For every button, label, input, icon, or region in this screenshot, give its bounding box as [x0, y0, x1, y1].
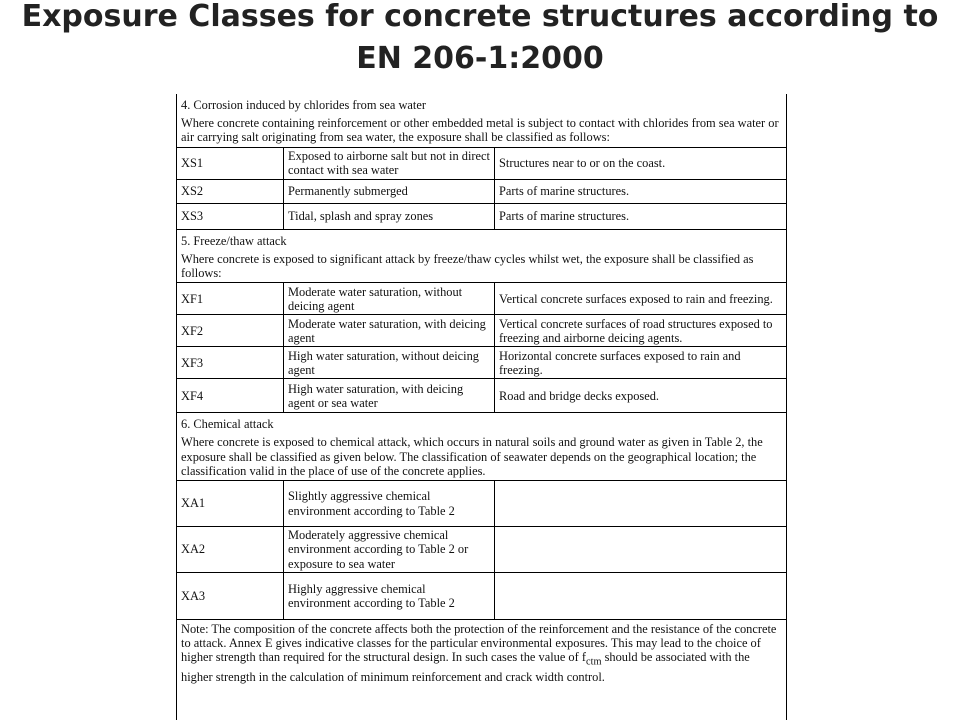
section-heading: 6. Chemical attack — [181, 417, 274, 432]
class-cell: XF2 — [177, 315, 284, 347]
class-cell: XF4 — [177, 379, 284, 413]
example-cell: Structures near to or on the coast. — [495, 147, 787, 179]
example-cell — [495, 527, 787, 573]
class-cell: XA2 — [177, 527, 284, 573]
environment-cell: Slightly aggressive chemical environment according to Table 2 — [284, 481, 495, 527]
class-cell: XA3 — [177, 573, 284, 619]
table-row — [177, 203, 786, 229]
table-row — [177, 573, 786, 619]
example-cell: Parts of marine structures. — [495, 179, 787, 203]
example-cell — [495, 481, 787, 527]
slide-title-line-2: EN 206-1:2000 — [356, 41, 604, 76]
class-cell: XF1 — [177, 283, 284, 315]
table-row — [177, 283, 786, 315]
section-chlorides-sea-water — [177, 94, 786, 230]
table-row — [177, 179, 786, 203]
note-subscript: ctm — [585, 656, 602, 668]
class-cell: XS1 — [177, 147, 284, 179]
environment-cell: Permanently submerged — [284, 179, 495, 203]
environment-cell: Tidal, splash and spray zones — [284, 203, 495, 229]
example-cell: Vertical concrete surfaces exposed to rain and freezing. — [495, 283, 787, 315]
class-cell: XS2 — [177, 179, 284, 203]
environment-cell: Moderate water saturation, with deicing agent — [284, 315, 495, 347]
section-intro: Where concrete containing reinforcement or other embedded metal is subject to contact with chlorides from sea water or air carrying salt originating from sea water, the exposure shall be classified as follows: — [181, 116, 779, 145]
environment-cell: Moderate water saturation, without deicing agent — [284, 283, 495, 315]
example-cell: Road and bridge decks exposed. — [495, 379, 787, 413]
exposure-table — [177, 282, 786, 413]
slide-title — [0, 0, 960, 80]
section-intro: Where concrete is exposed to significant attack by freeze/thaw cycles whilst wet, the exposure shall be classified as follows: — [181, 251, 754, 281]
class-cell: XA1 — [177, 481, 284, 527]
table-row — [177, 147, 786, 179]
environment-cell: Moderately aggressive chemical environment according to Table 2 or exposure to sea water — [284, 527, 495, 573]
exposure-table — [177, 480, 786, 619]
note-text-before: Note: The composition of the concrete affects both the protection of the reinforcement and the resistance of the concrete to attack. Annex E gives indicative classes for the particular environmental exposures. This may lead to the choice of higher strength than required for the structural design. In such cases the value of f — [181, 621, 777, 664]
exposure-table — [177, 147, 786, 230]
note-text — [177, 619, 786, 686]
note-text-after: should be associated with the higher strength in the calculation of minimum reinforcement and crack width control. — [181, 649, 750, 684]
environment-cell: Highly aggressive chemical environment according to Table 2 — [284, 573, 495, 619]
class-cell: XS3 — [177, 203, 284, 229]
example-cell: Horizontal concrete surfaces exposed to rain and freezing. — [495, 347, 787, 379]
class-cell: XF3 — [177, 347, 284, 379]
table-row — [177, 315, 786, 347]
section-intro: Where concrete is exposed to chemical attack, which occurs in natural soils and ground water as given in Table 2, the exposure shall be classified as given below. The classification of seawater depends on the geographical location; the classification valid in the place of use of the concrete applies. — [181, 435, 763, 478]
table-row — [177, 347, 786, 379]
example-cell: Vertical concrete surfaces of road structures exposed to freezing and airborne deicing agents. — [495, 315, 787, 347]
table-row — [177, 379, 786, 413]
environment-cell: High water saturation, with deicing agent or sea water — [284, 379, 495, 413]
section-chemical-attack — [177, 413, 786, 618]
exposure-class-table-scan — [176, 94, 787, 720]
table-row — [177, 527, 786, 573]
section-heading: 4. Corrosion induced by chlorides from sea water — [181, 98, 426, 112]
environment-cell: Exposed to airborne salt but not in direct contact with sea water — [284, 147, 495, 179]
slide-title-line-1: Exposure Classes for concrete structures according to — [21, 0, 939, 34]
section-heading: 5. Freeze/thaw attack — [181, 233, 287, 248]
section-freeze-thaw — [177, 230, 786, 414]
table-row — [177, 481, 786, 527]
environment-cell: High water saturation, without deicing agent — [284, 347, 495, 379]
example-cell — [495, 573, 787, 619]
example-cell: Parts of marine structures. — [495, 203, 787, 229]
